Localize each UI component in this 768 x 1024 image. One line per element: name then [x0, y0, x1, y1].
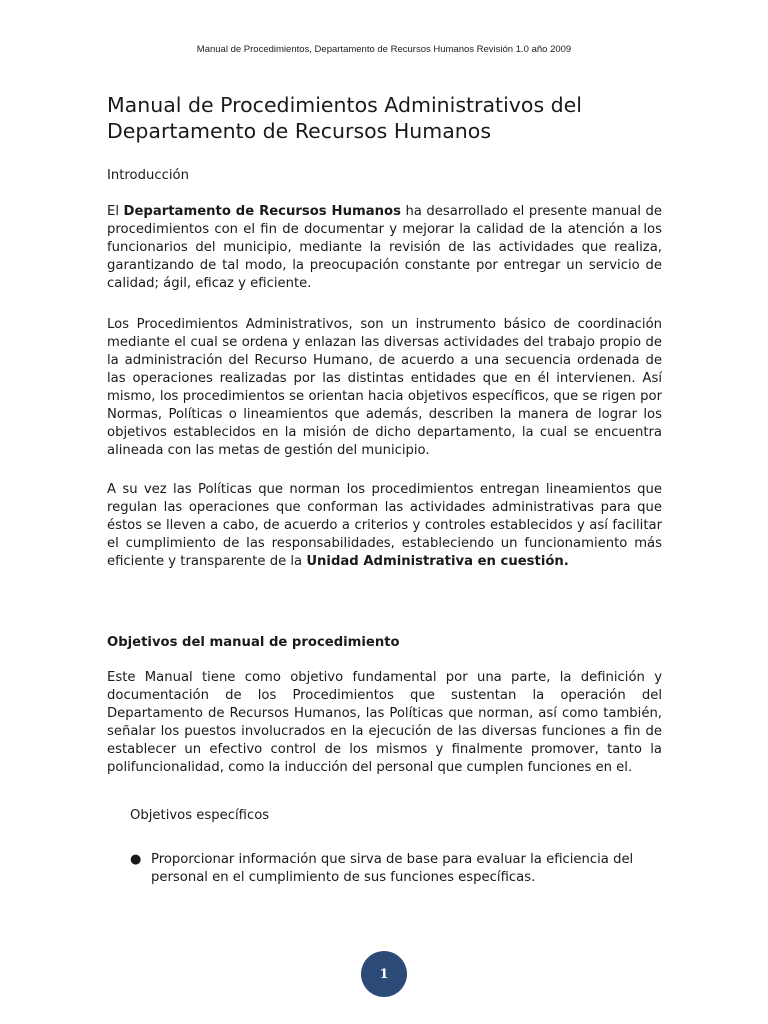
- paragraph-intro-bold: Departamento de Recursos Humanos: [123, 204, 401, 219]
- paragraph-policies-text: A su vez las Políticas que norman los procedimientos entregan lineamientos que regulan las operaciones que conforman las actividades administrativas para que éstos se lleven a cabo, de acuerdo a criterios y controles establecidos y así facilitar el cumplimiento de las responsabilidades, estableciendo un funcionamiento más eficiente y transparente de la: [107, 482, 662, 569]
- page-number: 1: [379, 966, 389, 982]
- paragraph-policies-bold: Unidad Administrativa en cuestión.: [306, 554, 569, 569]
- list-item-text: Proporcionar información que sirva de base para evaluar la eficiencia del personal en el cumplimiento de sus funciones específicas.: [151, 852, 634, 885]
- paragraph-objectives: Este Manual tiene como objetivo fundamental por una parte, la definición y documentación de los Procedimientos que sustentan la operación del Departamento de Recursos Humanos, las Políticas que norman, así como también, señalar los puestos involucrados en la ejecución de las diversas funciones a fin de establecer un efectivo control de los mismos y finalmente promover, tanto la polifuncionalidad, como la inducción del personal que cumplen funciones en el.: [107, 670, 662, 775]
- specific-objectives-list: [130, 851, 665, 887]
- bullet-icon: ●: [130, 852, 142, 867]
- running-header: Manual de Procedimientos, Departamento de Recursos Humanos Revisión 1.0 año 2009: [196, 44, 572, 55]
- objectives-heading: Objetivos del manual de procedimiento: [107, 635, 400, 650]
- page-number-badge: [361, 951, 407, 997]
- paragraph-intro-rest: ha desarrollado el presente manual de procedimientos con el fin de documentar y mejorar la calidad de la atención a los funcionarios del municipio, mediante la revisión de las actividades que realiza, garantizando de tal modo, la preocupación constante por entregar un servicio de calidad; ágil, eficaz y eficiente.: [107, 204, 662, 291]
- paragraph-intro-lead: El: [107, 204, 124, 219]
- specific-objectives-heading: Objetivos específicos: [130, 808, 270, 823]
- paragraph-intro: [107, 203, 662, 293]
- paragraph-procedures: Los Procedimientos Administrativos, son un instrumento básico de coordinación mediante el cual se ordena y enlazan las diversas actividades del trabajo propio de la administración del Recurso Humano, de acuerdo a una secuencia ordenada de las operaciones realizadas por las distintas entidades que en él intervienen. Así mismo, los procedimientos se orientan hacia objetivos específicos, que se rigen por Normas, Políticas o lineamientos que además, describen la manera de lograr los objetivos establecidos en la misión de dicho departamento, la cual se encuentra alineada con las metas de gestión del municipio.: [107, 317, 662, 458]
- intro-heading: Introducción: [107, 168, 189, 183]
- paragraph-policies: [107, 481, 662, 571]
- list-item: [130, 851, 665, 887]
- document-title: Manual de Procedimientos Administrativos del Departamento de Recursos Humanos: [107, 93, 582, 143]
